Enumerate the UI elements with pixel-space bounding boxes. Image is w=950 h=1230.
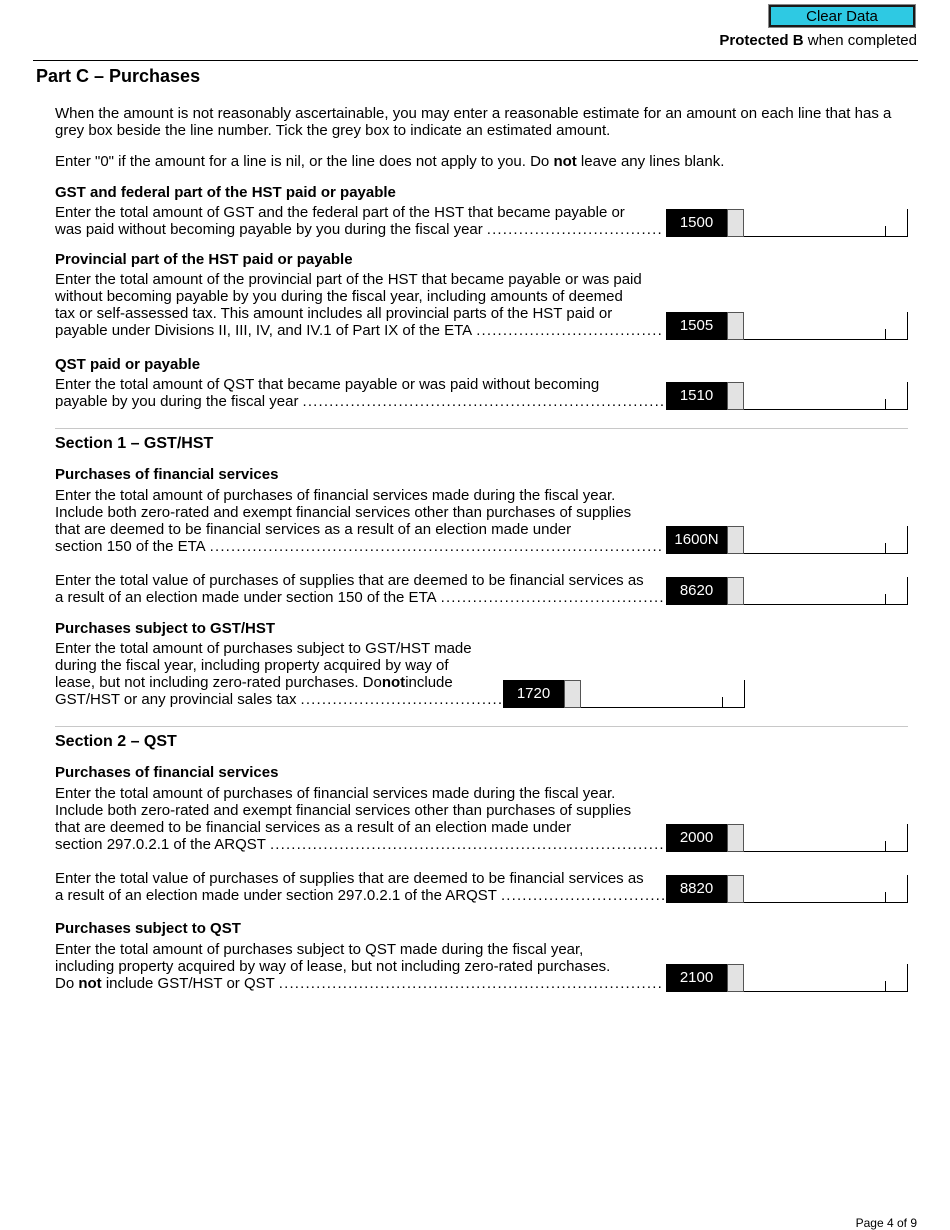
line-code-1600n: 1600N [666, 526, 727, 554]
line-code-1510: 1510 [666, 382, 727, 410]
header-divider [33, 60, 918, 61]
amount-field-8620[interactable] [744, 577, 908, 605]
line-1505-description: Enter the total amount of the provincial part of the HST that became payable or was paid without becoming payable by you during the fiscal year, including amounts of deemed tax or self-assessed tax. This amount includes all provincial parts of the HST paid or payable under Divisions II, III, IV, and IV.1 of Part IX of the ETA . . . [55, 271, 663, 339]
estimate-checkbox-1720[interactable] [564, 680, 581, 708]
amount-field-2100[interactable] [744, 964, 908, 992]
line-1500-description: Enter the total amount of GST and the federal part of the HST that became payable or was paid without becoming payable by you during the fiscal year . . . [55, 204, 663, 238]
protected-rest-text: when completed [803, 32, 917, 49]
estimate-checkbox-1600n[interactable] [727, 526, 744, 554]
line-8820-description: Enter the total value of purchases of supplies that are deemed to be financial services as a result of an election made under section 297.0.2.1 of the ARQST . . . [55, 870, 665, 904]
protected-b-text: Protected B [719, 32, 804, 49]
page-number: Page 4 of 9 [855, 1216, 917, 1230]
line-code-2100: 2100 [666, 964, 727, 992]
line-1720-description: Enter the total amount of purchases subject to GST/HST made during the fiscal year, including property acquired by way of lease, but not including zero-rated purchases. Do not include GST/HST or any provincial sales tax . . . [55, 640, 501, 708]
line-code-8620: 8620 [666, 577, 727, 605]
section-1-financial-title: Purchases of financial services [55, 466, 279, 483]
line-code-2000: 2000 [666, 824, 727, 852]
protected-label [719, 32, 917, 49]
amount-field-2000[interactable] [744, 824, 908, 852]
line-2000-description: Enter the total amount of purchases of financial services made during the fiscal year. Include both zero-rated and exempt financial services other than purchases of supplies that are deemed to be financial services as a result of an election made under section 297.0.2.1 of the ARQST . . . [55, 785, 663, 853]
amount-field-1500[interactable] [744, 209, 908, 237]
clear-data-button[interactable]: Clear Data [769, 5, 915, 27]
amount-field-8820[interactable] [744, 875, 908, 903]
line-code-1500: 1500 [666, 209, 727, 237]
estimate-checkbox-2000[interactable] [727, 824, 744, 852]
section-2-financial-title: Purchases of financial services [55, 764, 279, 781]
line-code-8820: 8820 [666, 875, 727, 903]
section-2-subject-title: Purchases subject to QST [55, 920, 241, 937]
amount-field-1510[interactable] [744, 382, 908, 410]
line-code-1505: 1505 [666, 312, 727, 340]
section-1-subject-title: Purchases subject to GST/HST [55, 620, 276, 637]
line-1510-description: Enter the total amount of QST that became payable or was paid without becoming payable by you during the fiscal year . . . [55, 376, 663, 410]
instruction-paragraph: Enter "0" if the amount for a line is nil, or the line does not apply to you. Do not leave any lines blank. [55, 153, 725, 170]
line-1500-title: GST and federal part of the HST paid or payable [55, 184, 396, 201]
estimate-checkbox-8620[interactable] [727, 577, 744, 605]
intro-paragraph: When the amount is not reasonably ascertainable, you may enter a reasonable estimate for an amount on each line that has a grey box beside the line number. Tick the grey box to indicate an estimated amount. [55, 105, 892, 139]
line-code-1720: 1720 [503, 680, 564, 708]
estimate-checkbox-2100[interactable] [727, 964, 744, 992]
amount-field-1505[interactable] [744, 312, 908, 340]
section-divider [55, 428, 908, 429]
line-1600n-description: Enter the total amount of purchases of financial services made during the fiscal year. Include both zero-rated and exempt financial services other than purchases of supplies that are deemed to be financial services as a result of an election made under section 150 of the ETA . . . [55, 487, 663, 555]
section-divider [55, 726, 908, 727]
line-1510-title: QST paid or payable [55, 356, 201, 373]
amount-field-1720[interactable] [581, 680, 745, 708]
estimate-checkbox-1510[interactable] [727, 382, 744, 410]
amount-field-1600n[interactable] [744, 526, 908, 554]
part-title: Part C – Purchases [36, 66, 201, 86]
estimate-checkbox-1500[interactable] [727, 209, 744, 237]
section-1-title: Section 1 – GST/HST [55, 435, 214, 452]
line-2100-description: Enter the total amount of purchases subject to QST made during the fiscal year, including property acquired by way of lease, but not including zero-rated purchases. Do not include GST/HST or QST . . . [55, 941, 663, 992]
estimate-checkbox-8820[interactable] [727, 875, 744, 903]
line-1505-title: Provincial part of the HST paid or payable [55, 251, 353, 268]
section-2-title: Section 2 – QST [55, 733, 177, 750]
line-8620-description: Enter the total value of purchases of supplies that are deemed to be financial services as a result of an election made under section 150 of the ETA . . . [55, 572, 665, 606]
estimate-checkbox-1505[interactable] [727, 312, 744, 340]
